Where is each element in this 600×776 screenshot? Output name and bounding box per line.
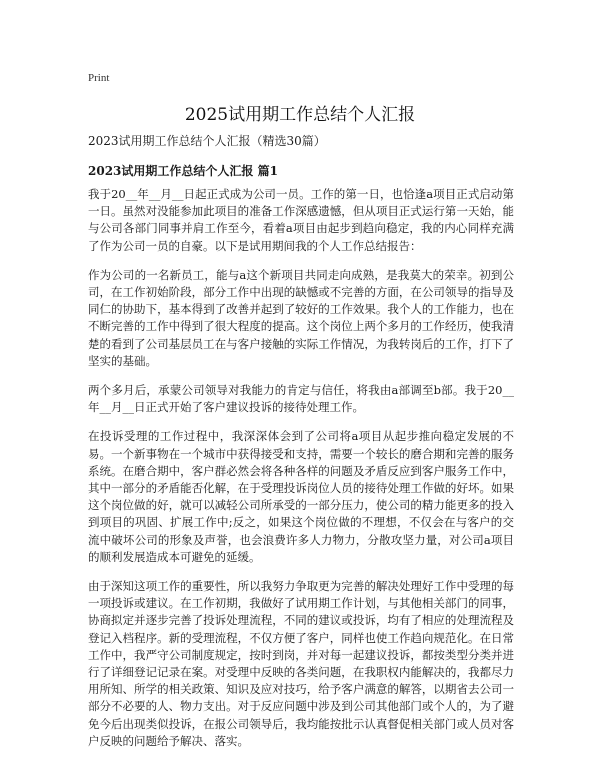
paragraph: 作为公司的一名新员工，能与a这个新项目共同走向成熟，是我莫大的荣幸。初到公司，在工作初始阶段，部分工作中出现的缺憾或不完善的方面，在公司领导的指导及同仁的协助下，基本得到了改善并起到了较好的工作效果。我个人的工作能力，也在不断完善的工作中得到了很大程度的提高。这个岗位上两个多月的工作经历，使我清楚的看到了公司基层员工在与客户接触的实际工作情况，为我转岗后的工作，打下了坚实的基础。 <box>88 267 514 368</box>
document-subtitle: 2023试用期工作总结个人汇报（精选30篇） <box>88 134 326 148</box>
paragraph: 在投诉受理的工作过程中，我深深体会到了公司将a项目从起步推向稳定发展的不易。一个新事物在一个城市中获得接受和支持，需要一个较长的磨合期和完善的服务系统。在磨合期中，客户群必然会将各种各样的问题及矛盾反应到客户服务工作中，其中一部分的矛盾能否化解，在于受理投诉岗位人员的接待处理工作做的好坏。如果这个岗位做的好，就可以减轻公司所承受的一部分压力，使公司的精力能更多的投入到项目的巩固、扩展工作中;反之，如果这个岗位做的不理想，不仅会在与客户的交流中破坏公司的形象及声誉，也会浪费许多人力物力，分散攻坚力量，对公司a项目的顺利发展造成本可避免的延缓。 <box>88 429 514 564</box>
paragraph: 我于20__年__月__日起正式成为公司一员。工作的第一日，也恰逢a项目正式启动第一日。虽然对没能参加此项目的准备工作深感遗憾，但从项目正式运行第一天始，能与公司各部门同事并肩工作至今，看着a项目由起步到趋向稳定，我的内心同样充满了作为公司一员的自豪。以下是试用期间我的个人工作总结报告： <box>88 187 514 253</box>
print-link[interactable]: Print <box>88 72 110 84</box>
document-title: 2025试用期工作总结个人汇报 <box>184 105 416 125</box>
paragraph: 两个多月后，承蒙公司领导对我能力的肯定与信任，将我由a部调至b部。我于20__年__月__日正式开始了客户建议投诉的接待处理工作。 <box>88 383 514 415</box>
paragraph: 由于深知这项工作的重要性，所以我努力争取更为完善的解决处理好工作中受理的每一项投诉或建议。在工作初期，我做好了试用期工作计划，与其他相关部门的同事，协商拟定并逐步完善了投诉处理流程，不同的建议或投诉，均有了相应的处理流程及登记入档程序。新的受理流程，不仅方便了客户，同样也使工作趋向规范化。在日常工作中，我严守公司制度规定，按时到岗，并对每一起建议投诉，都按类型分类并进行了详细登记记录在案。对受理中反映的各类问题，在我职权内能解决的，我都尽力用所知、所学的相关政策、知识及应对技巧，给予客户满意的解答，以期省去公司一部分不必要的人、物力支出。对于反应问题中涉及到公司其他部门或个人的，为了避免今后出现类似投诉，在报公司领导后，我均能按批示认真督促相关部门或人员对客户反映的问题给予解决、落实。 <box>88 579 514 748</box>
section-heading: 2023试用期工作总结个人汇报 篇1 <box>88 164 278 178</box>
document-body <box>88 186 514 762</box>
